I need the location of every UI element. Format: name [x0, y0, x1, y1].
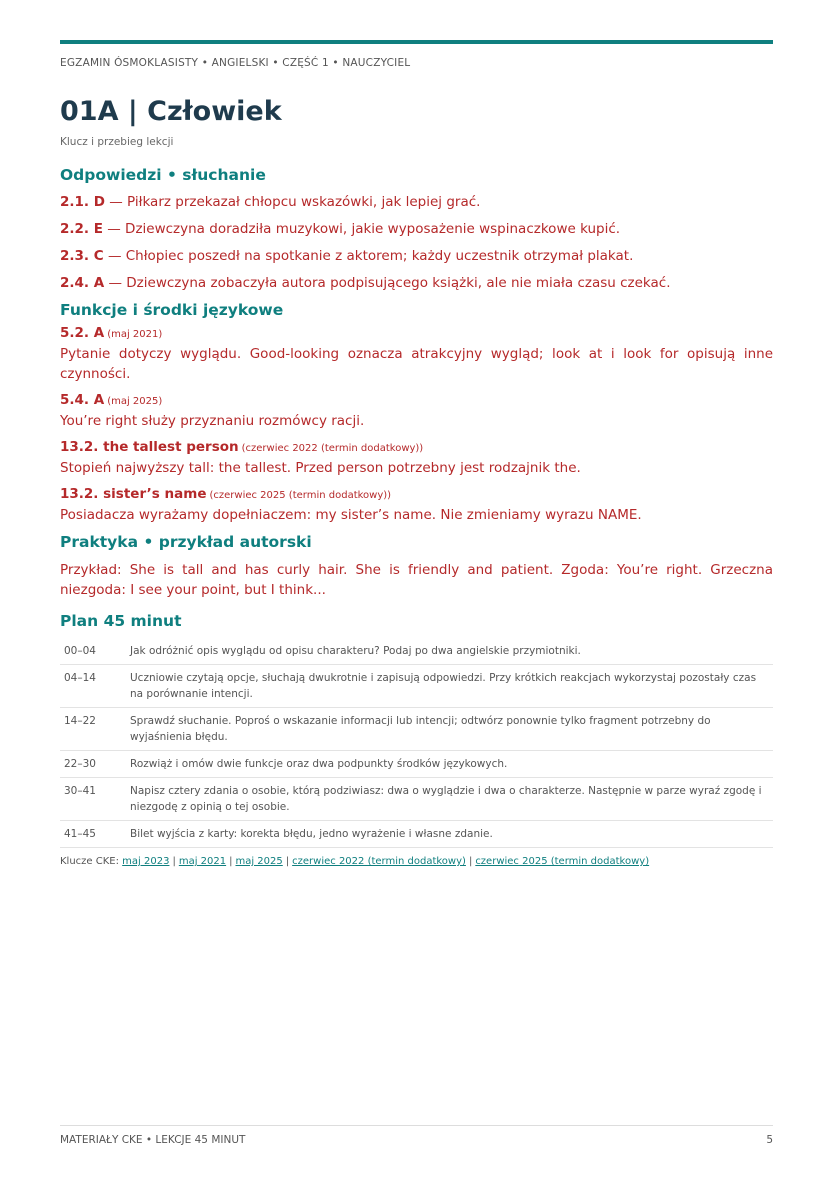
plan-time: 04–14: [60, 665, 126, 708]
answer-text: — Dziewczyna zobaczyła autora podpisującego książki, ale nie miała czasu czekać.: [104, 275, 671, 291]
keys-separator: |: [285, 856, 290, 867]
answer-item: [60, 274, 773, 292]
content: [60, 166, 773, 867]
answer-number: 2.4. A: [60, 275, 105, 291]
function-item: [60, 324, 773, 384]
table-row: [60, 665, 773, 708]
plan-time: 22–30: [60, 751, 126, 778]
plan-table: [60, 638, 773, 848]
function-text: Posiadacza wyrażamy dopełniaczem: my sister’s name. Nie zmieniamy wyrazu NAME.: [60, 507, 642, 523]
keys-separator: |: [468, 856, 473, 867]
function-number: 13.2. sister’s name: [60, 486, 207, 502]
function-item: [60, 391, 773, 431]
plan-time: 14–22: [60, 708, 126, 751]
answer-item: [60, 193, 773, 211]
keys-label: Klucze CKE:: [60, 856, 119, 867]
top-accent-bar: [60, 40, 773, 44]
practice-text: Przykład: She is tall and has curly hair. She is friendly and patient. Zgoda: You’re right. Grzeczna niezgoda: I see your point, but I think...: [60, 562, 773, 598]
key-link-czerwiec-2025[interactable]: czerwiec 2025 (termin dodatkowy): [475, 856, 650, 867]
plan-text: Jak odróżnić opis wyglądu od opisu charakteru? Podaj po dwa angielskie przymiotniki.: [126, 638, 773, 665]
key-link-czerwiec-2022[interactable]: czerwiec 2022 (termin dodatkowy): [292, 856, 466, 867]
page-title: 01A | Człowiek: [60, 96, 282, 127]
plan-heading: Plan 45 minut: [60, 612, 182, 630]
key-link-maj-2025[interactable]: maj 2025: [235, 856, 283, 867]
keys-separator: |: [172, 856, 176, 867]
table-row: [60, 751, 773, 778]
listening-section: [60, 166, 773, 292]
key-link-maj-2023[interactable]: maj 2023: [122, 856, 170, 867]
listening-heading: Odpowiedzi • słuchanie: [60, 166, 266, 184]
answer-number: 2.2. E: [60, 221, 103, 237]
page-number: 5: [766, 1134, 773, 1146]
table-row: [60, 638, 773, 665]
keys-line: [60, 856, 773, 867]
answer-item: [60, 247, 773, 265]
practice-heading: Praktyka • przykład autorski: [60, 533, 312, 551]
function-number: 5.4. A: [60, 392, 105, 408]
answer-number: 2.1. D: [60, 194, 105, 210]
footer-divider: [60, 1125, 773, 1126]
plan-text: Sprawdź słuchanie. Poproś o wskazanie informacji lub intencji; odtwórz ponownie tylko fragment potrzebny do wyjaśnienia błędu.: [126, 708, 773, 751]
function-source: (maj 2025): [107, 396, 163, 407]
plan-time: 00–04: [60, 638, 126, 665]
answer-text: — Chłopiec poszedł na spotkanie z aktorem; każdy uczestnik otrzymał plakat.: [103, 248, 634, 264]
page-subtitle: Klucz i przebieg lekcji: [60, 136, 174, 148]
function-item: [60, 438, 773, 478]
answer-text: — Piłkarz przekazał chłopcu wskazówki, jak lepiej grać.: [104, 194, 481, 210]
plan-text: Bilet wyjścia z karty: korekta błędu, jedno wyrażenie i własne zdanie.: [126, 821, 773, 848]
function-text: Stopień najwyższy tall: the tallest. Przed person potrzebny jest rodzajnik the.: [60, 460, 581, 476]
function-number: 5.2. A: [60, 325, 105, 341]
answer-item: [60, 220, 773, 238]
practice-section: [60, 533, 773, 600]
function-text: You’re right służy przyznaniu rozmówcy racji.: [60, 413, 365, 429]
plan-text: Napisz cztery zdania o osobie, którą podziwiasz: dwa o wyglądzie i dwa o charakterze. Następnie w parze wyraź zgodę i niezgodę z opinią o tej osobie.: [126, 778, 773, 821]
table-row: [60, 708, 773, 751]
plan-time: 41–45: [60, 821, 126, 848]
plan-text: Uczniowie czytają opcje, słuchają dwukrotnie i zapisują odpowiedzi. Przy krótkich reakcjach wykorzystaj pozostały czas na porównanie intencji.: [126, 665, 773, 708]
functions-section: [60, 301, 773, 525]
function-item: [60, 485, 773, 525]
answer-text: — Dziewczyna doradziła muzykowi, jakie wyposażenie wspinaczkowe kupić.: [102, 221, 621, 237]
function-source: (czerwiec 2025 (termin dodatkowy)): [209, 490, 392, 501]
function-text: Pytanie dotyczy wyglądu. Good-looking oznacza atrakcyjny wygląd; look at i look for opisują inne czynności.: [60, 346, 773, 382]
plan-section: [60, 612, 773, 867]
plan-text: Rozwiąż i omów dwie funkcje oraz dwa podpunkty środków językowych.: [126, 751, 773, 778]
plan-time: 30–41: [60, 778, 126, 821]
functions-heading: Funkcje i środki językowe: [60, 301, 284, 319]
table-row: [60, 821, 773, 848]
keys-separator: |: [229, 856, 233, 867]
header-line: EGZAMIN ÓSMOKLASISTY • ANGIELSKI • CZĘŚĆ 1 • NAUCZYCIEL: [60, 57, 411, 69]
function-source: (maj 2021): [107, 329, 163, 340]
function-source: (czerwiec 2022 (termin dodatkowy)): [241, 443, 424, 454]
table-row: [60, 778, 773, 821]
function-number: 13.2. the tallest person: [60, 439, 239, 455]
footer-text: MATERIAŁY CKE • LEKCJE 45 MINUT: [60, 1134, 246, 1146]
key-link-maj-2021[interactable]: maj 2021: [178, 856, 227, 867]
answer-number: 2.3. C: [60, 248, 104, 264]
